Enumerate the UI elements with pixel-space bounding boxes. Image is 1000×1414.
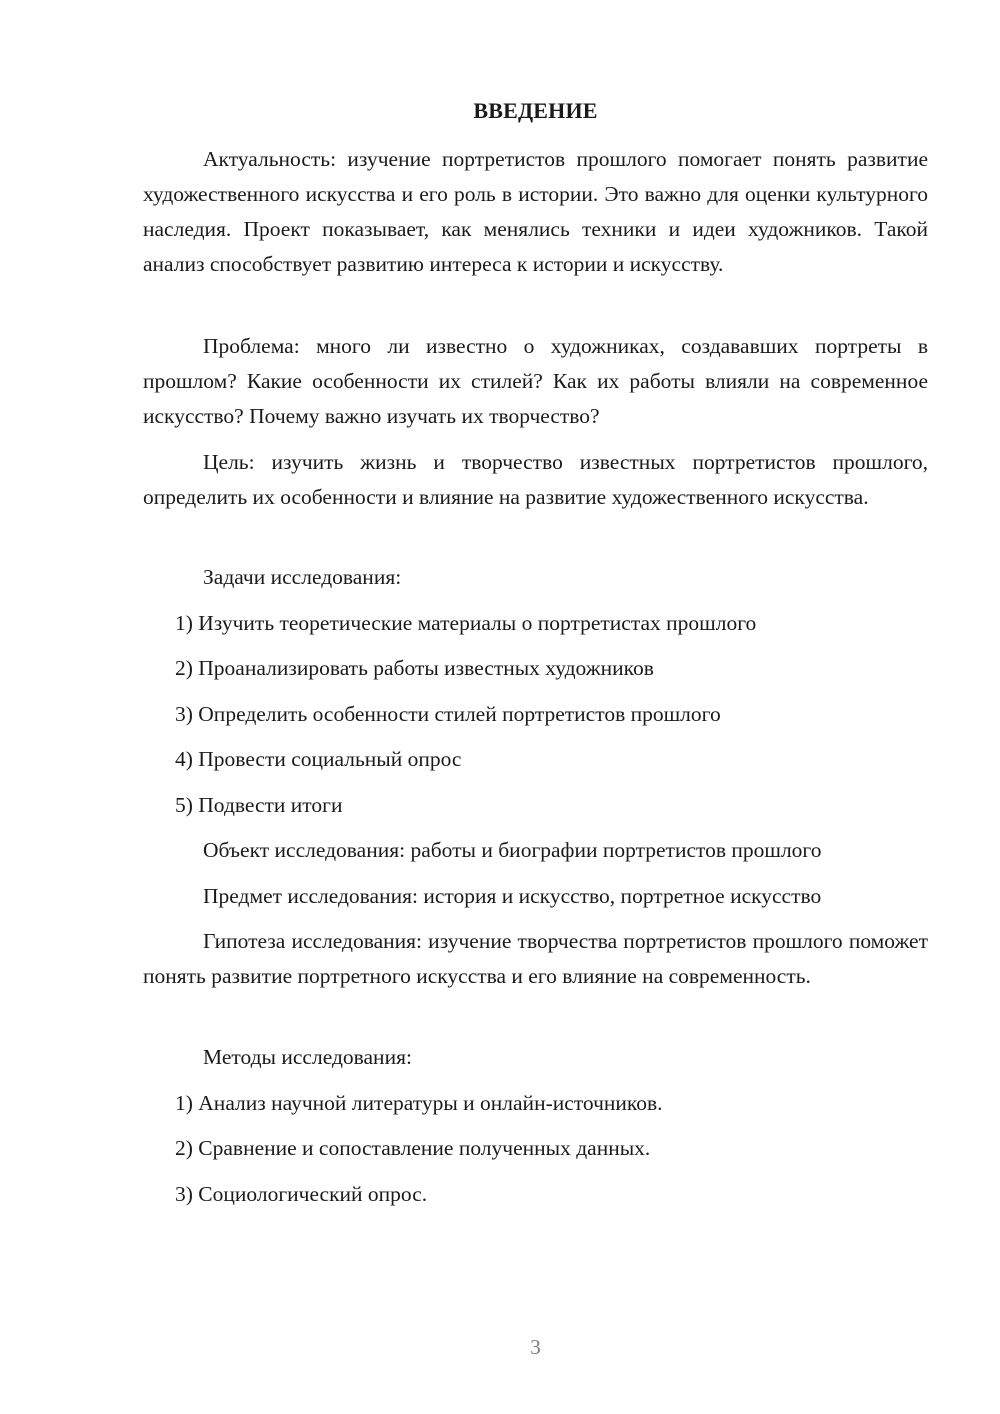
list-item: 3) Определить особенности стилей портретистов прошлого	[175, 702, 721, 726]
list-item: 4) Провести социальный опрос	[175, 747, 462, 771]
tasks-heading: Задачи исследования:	[203, 565, 402, 589]
list-item: 5) Подвести итоги	[175, 793, 343, 817]
page-number: 3	[530, 1335, 541, 1359]
list-item: 1) Изучить теоретические материалы о портретистах прошлого	[175, 611, 757, 635]
list-item: 2) Проанализировать работы известных художников	[175, 656, 654, 680]
paragraph-goal: Цель: изучить жизнь и творчество известных портретистов прошлого, определить их особенности и влияние на развитие художественного искусства.	[143, 450, 928, 509]
paragraph-subject: Предмет исследования: история и искусство, портретное искусство	[203, 884, 822, 908]
paragraph-object: Объект исследования: работы и биографии портретистов прошлого	[203, 838, 822, 862]
paragraph-problem: Проблема: много ли известно о художниках, создававших портреты в прошлом? Какие особенности их стилей? Как их работы влияли на современное искусство? Почему важно изучать их творчество?	[143, 334, 928, 428]
list-item: 3) Социологический опрос.	[175, 1182, 428, 1206]
list-item: 1) Анализ научной литературы и онлайн-источников.	[175, 1091, 663, 1115]
list-item: 2) Сравнение и сопоставление полученных данных.	[175, 1136, 651, 1160]
section-title: ВВЕДЕНИЕ	[473, 98, 598, 123]
methods-heading: Методы исследования:	[203, 1045, 412, 1069]
paragraph-relevance: Актуальность: изучение портретистов прошлого помогает понять развитие художественного искусства и его роль в истории. Это важно для оценки культурного наследия. Проект показывает, как менялись техники и идеи художников. Такой анализ способствует развитию интереса к истории и искусству.	[143, 147, 928, 276]
paragraph-hypothesis: Гипотеза исследования: изучение творчества портретистов прошлого поможет понять развитие портретного искусства и его влияние на современность.	[143, 929, 928, 988]
